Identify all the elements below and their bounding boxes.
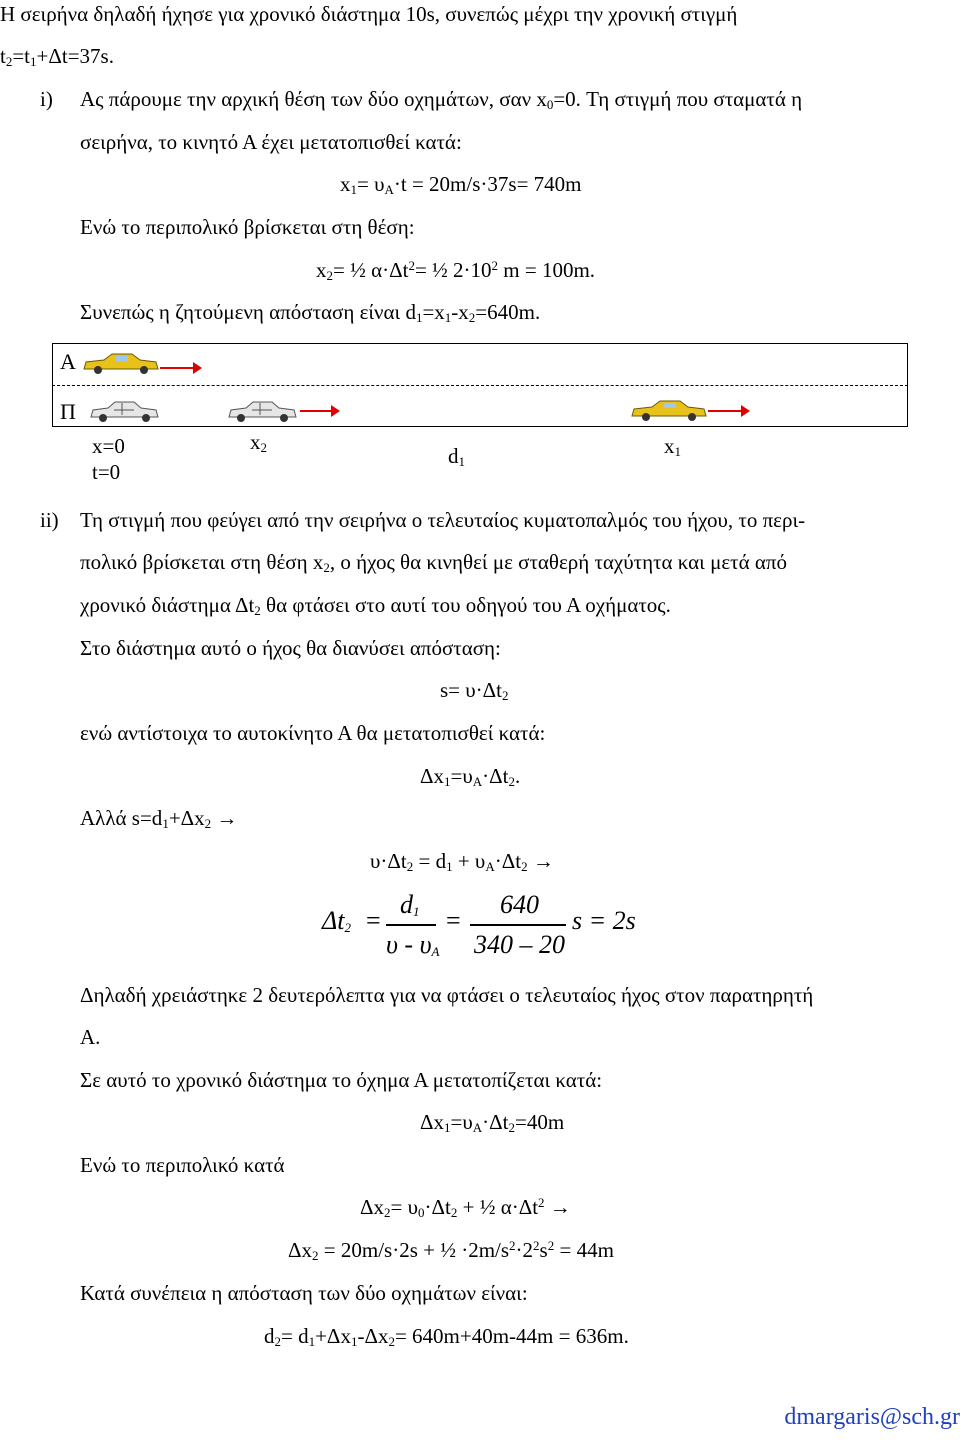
label-police: Π [60,399,76,424]
equation-u: $\upsilon\cdot\Delta t_2 = d_1 + \upsilon_A\cdot\Delta t_2$ → [370,849,554,874]
velocity-arrow-police [300,410,338,412]
intro-line-2: $t_2=t_1+\Delta t=37s$. [0,44,114,69]
motion-diagram [52,343,908,427]
part-i-line-2: σειρήνα, το κινητό Α έχει μετατοπισθεί κατά: [80,130,462,154]
label-x2: $x_2$ [250,430,267,455]
part-ii-line-5: ενώ αντίστοιχα το αυτοκίνητο Α θα μετατοπισθεί κατά: [80,721,546,745]
equation-s: $s= \upsilon\cdot\Delta t_2$ [440,678,509,703]
part-ii-line-6: Αλλά $s=d_1+\Delta x_2$ → [80,806,238,831]
part-ii-line-10: Ενώ το περιπολικό κατά [80,1153,285,1177]
label-t0: t=0 [92,460,121,484]
part-i-line-3: Ενώ το περιπολικό βρίσκεται στη θέση: [80,215,415,239]
equation-x2: $x_2=$ ½ $\alpha\cdot\Delta t^2=$ ½ $2\cdot 10^2$ m = 100m. [316,258,596,283]
part-ii-line-4: Στο διάστημα αυτό ο ήχος θα διανύσει απόσταση: [80,636,501,660]
frac-bar-1 [386,924,436,926]
part-ii-line-8: Α. [80,1025,101,1049]
equation-dx2-value: $\Delta x_2 = 20m/s\cdot 2s$ + ½ $\cdot 2m/s^2\cdot 2^2s^2 = 44m$ [288,1238,614,1263]
police-car-x2-icon [226,398,298,424]
lane-divider [52,385,908,386]
frac-num-1: $d_1$ [400,890,420,919]
equation-final: $d_2= d_1+\Delta x_1-\Delta x_2= 640m+40m-44m = 636m$. [264,1324,629,1349]
frac-eq-1: = [366,906,381,935]
part-ii-line-2: πολικό βρίσκεται στη θέση $x_2$, ο ήχος θα κινηθεί με σταθερή ταχύτητα και μετά από [80,550,787,575]
frac-den-2: 340 – 20 [474,930,565,959]
label-vehicle-a: Α [60,349,76,374]
label-x1: $x_1$ [664,434,681,459]
part-i-line-4: Συνεπώς η ζητούμενη απόσταση είναι $d_1=x_1-x_2=640m$. [80,300,541,325]
police-car-start-icon [88,398,160,424]
velocity-arrow-a [160,367,200,369]
frac-result: s = 2s [572,906,636,935]
frac-eq-2: = [446,906,461,935]
frac-den-1: υ - $\upsilon_A$ [386,930,440,959]
part-ii-line-9: Σε αυτό το χρονικό διάστημα το όχημα Α μετατοπίζεται κατά: [80,1068,603,1092]
taxi-car-start-icon [80,351,160,377]
author-email: dmargaris@sch.gr [784,1404,960,1430]
part-ii-line-7: Δηλαδή χρειάστηκε 2 δευτερόλεπτα για να φτάσει ο τελευταίος ήχος στον παρατηρητή [80,983,814,1007]
equation-dx1: $\Delta x_1=\upsilon_A\cdot\Delta t_2$. [420,764,521,789]
label-d1: $d_1$ [448,444,465,469]
part-ii-label: ii) [40,508,59,532]
equation-x1: $x_1= \upsilon_A\cdot t = 20m/s\cdot 37s= 740m$ [340,172,582,197]
label-x0: x=0 [92,434,125,458]
equation-dx2-formula: $\Delta x_2= \upsilon_0\cdot\Delta t_2$ + ½ $\alpha\cdot\Delta t^2$ → [360,1195,571,1220]
part-i-line-1: Ας πάρουμε την αρχική θέση των δύο οχημάτων, σαν $x_0=0$. Τη στιγμή που σταματά η [80,87,803,112]
frac-num-2: 640 [500,890,539,919]
part-i-label: i) [40,87,53,111]
part-ii-line-11: Κατά συνέπεια η απόσταση των δύο οχημάτων είναι: [80,1281,528,1305]
equation-dx1-value: $\Delta x_1=\upsilon_A\cdot\Delta t_2=40m$ [420,1110,565,1135]
intro-line-1: Η σειρήνα δηλαδή ήχησε για χρονικό διάστημα 10s, συνεπώς μέχρι την χρονική στιγμή [0,2,738,26]
part-ii-line-3: χρονικό διάστημα $\Delta t_2$ θα φτάσει στο αυτί του οδηγού του Α οχήματος. [80,593,671,618]
part-ii-line-1: Τη στιγμή που φεύγει από την σειρήνα ο τελευταίος κυματοπαλμός του ήχου, το περι- [80,508,806,532]
frac-lhs: $\Delta t_2$ [322,906,351,935]
frac-bar-2 [470,924,566,926]
velocity-arrow-a-x1 [708,410,748,412]
taxi-car-x1-icon [628,398,708,424]
